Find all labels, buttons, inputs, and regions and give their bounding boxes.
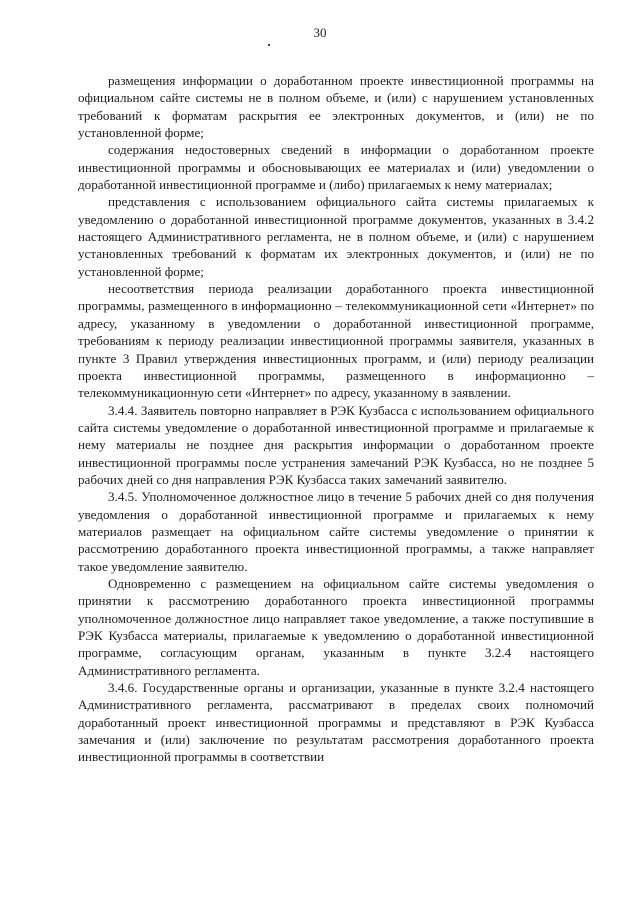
paragraph: несоответствия периода реализации доработанного проекта инвестиционной программы, размещенного в информационно – телекоммуникационной сети «Интернет» по адресу, указанному в уведомлении о доработанной инвестиционной программе, требованиям к периоду реализации инвестиционной программы заявителя, указанных в пункте 3 Правил утверждения инвестиционных программ, и (или) периоду реализации проекта инвестиционной программы, размещенного в информационно – телекоммуникационную сети «Интернет» по адресу, указанному в заявлении. xyxy=(78,281,594,401)
scan-speck xyxy=(268,44,270,46)
paragraph: содержания недостоверных сведений в информации о доработанном проекте инвестиционной программы и обосновывающих ее материалах и (или) уведомлении о доработанной инвестиционной программе и (либо) прилагаемых к нему материалах; xyxy=(78,142,594,193)
paragraph: размещения информации о доработанном проекте инвестиционной программы на официальном сайте системы не в полном объеме, и (или) с нарушением установленных требований к форматам раскрытия ее электронных документов, и (или) не по установленной форме; xyxy=(78,73,594,141)
paragraph: 3.4.6. Государственные органы и организации, указанные в пункте 3.2.4 настоящего Административного регламента, рассматривают в пределах своих полномочий доработанный проект инвестиционной программы и представляют в РЭК Кузбасса замечания и (или) заключение по результатам рассмотрения доработанного проекта инвестиционной программы в соответствии xyxy=(78,680,594,765)
page-number: 30 xyxy=(313,25,327,40)
paragraph: представления с использованием официального сайта системы прилагаемых к уведомлению о доработанной инвестиционной программе документов, указанных в 3.4.2 настоящего Административного регламента, не в полном объеме, и (или) с нарушением установленных требований к форматам их электронных документов, и (или) не по установленной форме; xyxy=(78,194,594,279)
paragraph: 3.4.5. Уполномоченное должностное лицо в течение 5 рабочих дней со дня получения уведомления о доработанной инвестиционной программе и прилагаемых к нему материалов размещает на официальном сайте системы уведомление о принятии к рассмотрению доработанного проекта инвестиционной программы, а также направляет такое уведомление заявителю. xyxy=(78,489,594,574)
document-body xyxy=(78,72,594,766)
paragraph: Одновременно с размещением на официальном сайте системы уведомления о принятии к рассмотрению доработанного проекта инвестиционной программы уполномоченное должностное лицо направляет такое уведомление, а также поступившие в РЭК Кузбасса материалы, прилагаемые к уведомлению о доработанной инвестиционной программе, согласующим органам, указанным в пункте 3.2.4 настоящего Административного регламента. xyxy=(78,575,594,678)
paragraph: 3.4.4. Заявитель повторно направляет в РЭК Кузбасса с использованием официального сайта системы уведомление о доработанной инвестиционной программе и прилагаемые к нему материалы не позднее дня раскрытия информации о доработанном проекте инвестиционной программы после устранения замечаний РЭК Кузбасса, но не позднее 5 рабочих дней со дня направления РЭК Кузбасса таких замечаний заявителю. xyxy=(78,402,594,487)
